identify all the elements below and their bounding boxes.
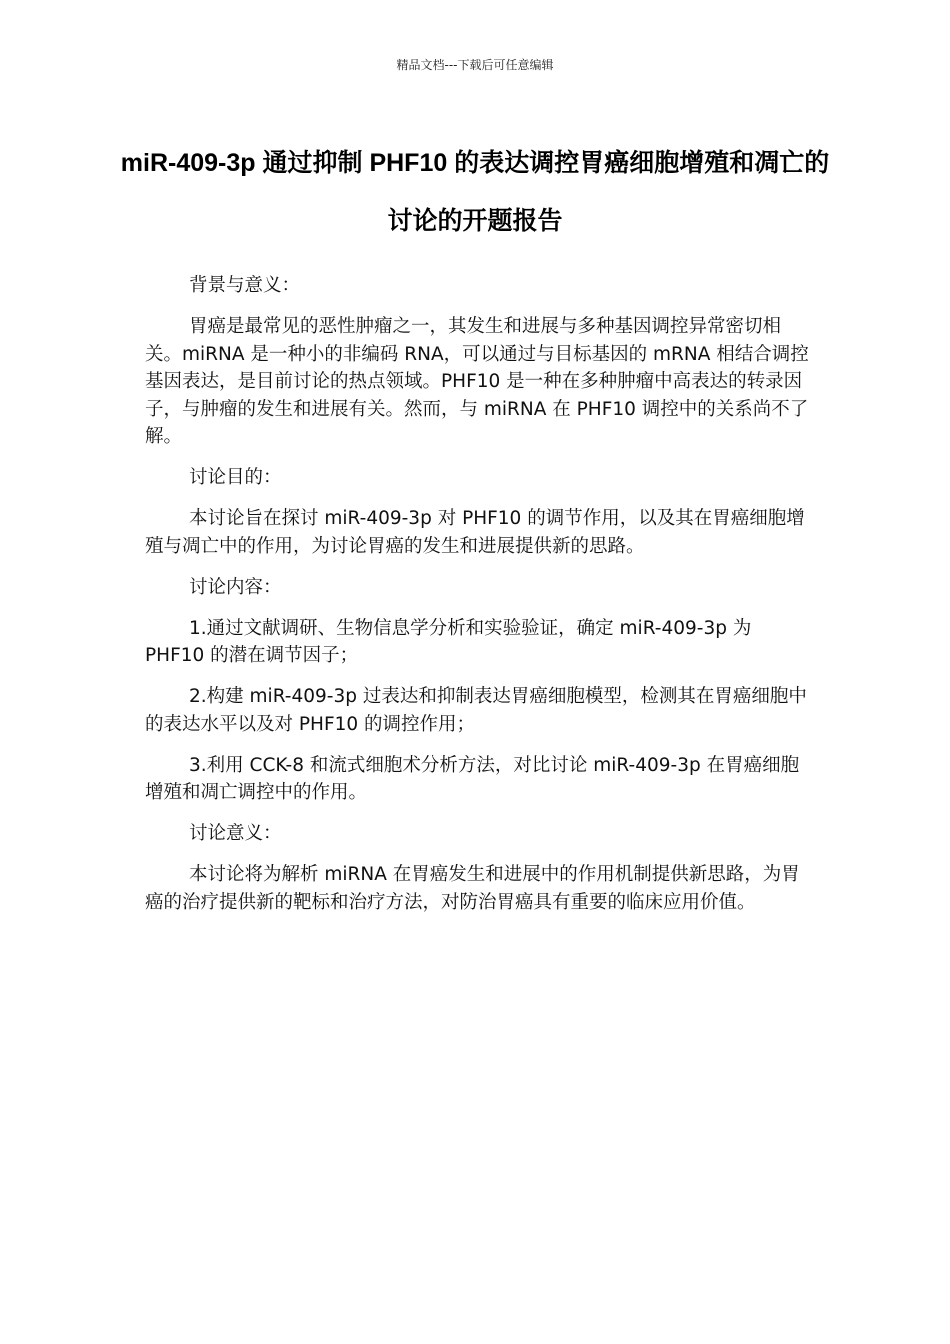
list-item-content-1: 1.通过文献调研、生物信息学分析和实验验证，确定 miR-409-3p 为 PHF10 的潜在调节因子；: [145, 617, 752, 666]
section-heading-significance: 讨论意义：: [189, 823, 282, 844]
section-heading-purpose: 讨论目的：: [189, 467, 282, 488]
paragraph-significance: 本讨论将为解析 miRNA 在胃癌发生和进展中的作用机制提供新思路，为胃癌的治疗提供新的靶标和治疗方法，对防治胃癌具有重要的临床应用价值。: [145, 864, 800, 913]
paragraph-background: 胃癌是最常见的恶性肿瘤之一，其发生和进展与多种基因调控异常密切相关。miRNA 是一种小的非编码 RNA，可以通过与目标基因的 mRNA 相结合调控基因表达，是目前讨论的热点领域。PHF10 是一种在多种肿瘤中高表达的转录因子，与肿瘤的发生和进展有关。然而，与 miRNA 在 PHF10 调控中的关系尚不了解。: [145, 316, 809, 447]
list-item-content-3: 3.利用 CCK-8 和流式细胞术分析方法，对比讨论 miR-409-3p 在胃癌细胞增殖和凋亡调控中的作用。: [145, 754, 800, 803]
document-body: [145, 272, 810, 930]
paragraph-purpose: 本讨论旨在探讨 miR-409-3p 对 PHF10 的调节作用，以及其在胃癌细胞增殖与凋亡中的作用，为讨论胃癌的发生和进展提供新的思路。: [145, 508, 805, 557]
section-heading-background: 背景与意义：: [189, 275, 301, 296]
list-item-content-2: 2.构建 miR-409-3p 过表达和抑制表达胃癌细胞模型，检测其在胃癌细胞中的表达水平以及对 PHF10 的调控作用；: [145, 686, 807, 735]
page-header: 精品文档---下载后可任意编辑: [396, 58, 554, 72]
document-title: miR-409-3p 通过抑制 PHF10 的表达调控胃癌细胞增殖和凋亡的讨论的开题报告: [120, 149, 830, 235]
section-heading-content: 讨论内容：: [189, 576, 282, 598]
